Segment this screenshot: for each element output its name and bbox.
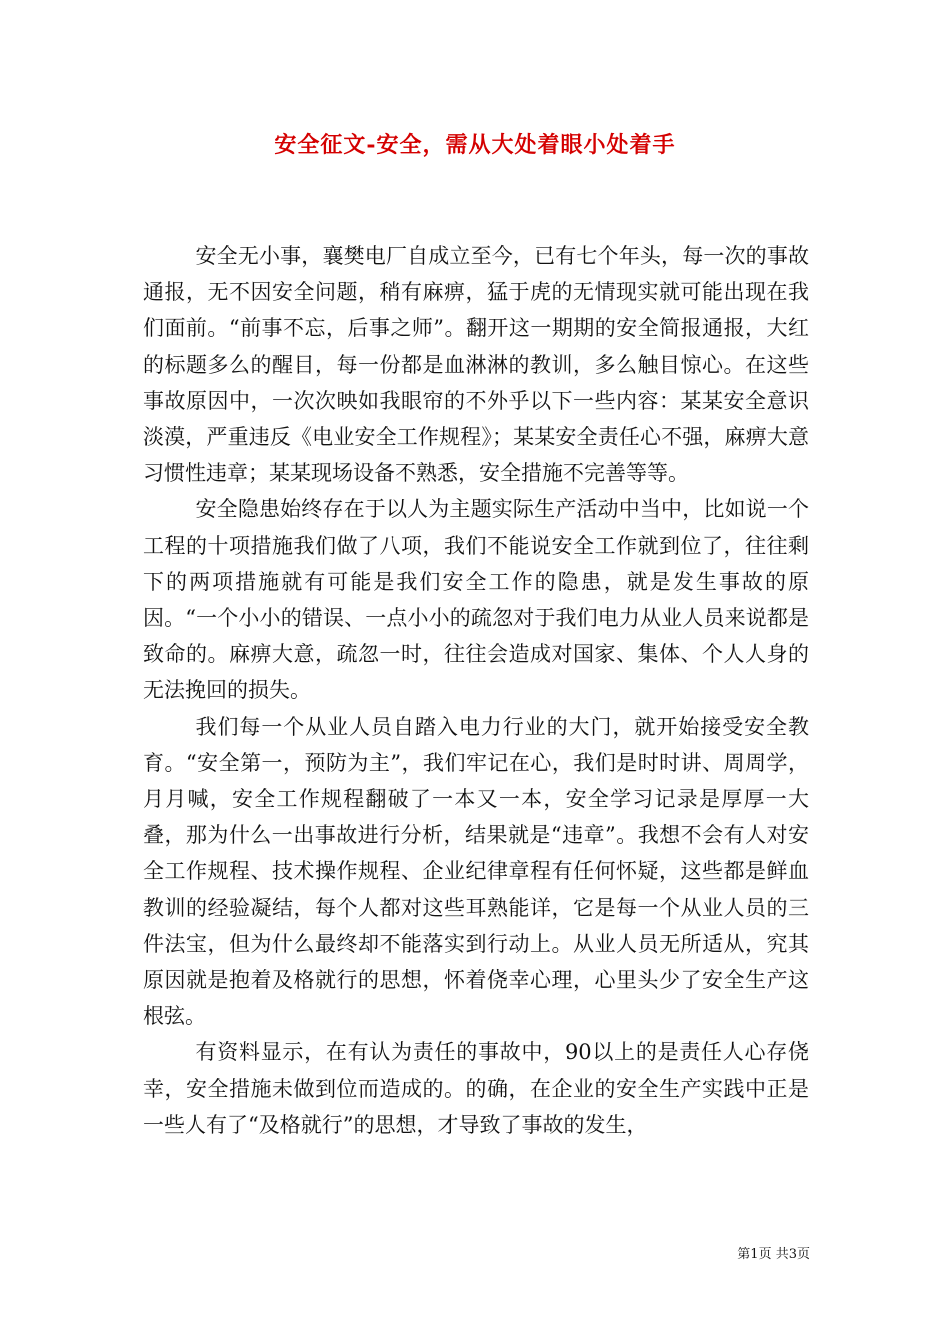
- paragraph-4: 有资料显示，在有认为责任的事故中，90以上的是责任人心存侥幸，安全措施未做到位而造成的。的确，在企业的安全生产实践中正是一些人有了“及格就行”的思想，才导致了事故的发生，: [143, 1040, 809, 1137]
- footer-suffix: 页: [796, 1247, 810, 1262]
- footer-middle: 页 共: [758, 1247, 789, 1262]
- current-page-number: 1: [750, 1247, 759, 1262]
- page-number-footer: [700, 1246, 810, 1264]
- paragraph-3: 我们每一个从业人员自踏入电力行业的大门，就开始接受安全教育。“安全第一，预防为主”，我们牢记在心，我们是时时讲、周周学，月月喊，安全工作规程翻破了一本又一本，安全学习记录是厚厚一大叠，那为什么一出事故进行分析，结果就是“违章”。我想不会有人对安全工作规程、技术操作规程、企业纪律章程有任何怀疑，这些都是鲜血教训的经验凝结，每个人都对这些耳熟能详，它是每一个从业人员的三件法宝，但为什么最终却不能落实到行动上。从业人员无所适从，究其原因就是抱着及格就行的思想，怀着侥幸心理，心里头少了安全生产这根弦。: [143, 714, 809, 1029]
- paragraph-1: 安全无小事，襄樊电厂自成立至今，已有七个年头，每一次的事故通报，无不因安全问题，稍有麻痹，猛于虎的无情现实就可能出现在我们面前。“前事不忘，后事之师”。翻开这一期期的安全简报通报，大红的标题多么的醒目，每一份都是血淋淋的教训，多么触目惊心。在这些事故原因中，一次次映如我眼帘的不外乎以下一些内容：某某安全意识淡漠，严重违反《电业安全工作规程》；某某安全责任心不强，麻痹大意习惯性违章；某某现场设备不熟悉，安全措施不完善等等。: [143, 244, 809, 486]
- footer-prefix: 第: [737, 1247, 751, 1262]
- paragraph-2: 安全隐患始终存在于以人为主题实际生产活动中当中，比如说一个工程的十项措施我们做了八项，我们不能说安全工作就到位了，往往剩下的两项措施就有可能是我们安全工作的隐患，就是发生事故的原因。“一个小小的错误、一点小小的疏忽对于我们电力从业人员来说都是致命的。麻痹大意，疏忽一时，往往会造成对国家、集体、个人人身的无法挽回的损失。: [143, 497, 809, 703]
- document-title: 安全征文-安全，需从大处着眼小处着手: [274, 132, 676, 158]
- total-page-count: 3: [788, 1247, 797, 1262]
- document-body: [143, 238, 809, 1143]
